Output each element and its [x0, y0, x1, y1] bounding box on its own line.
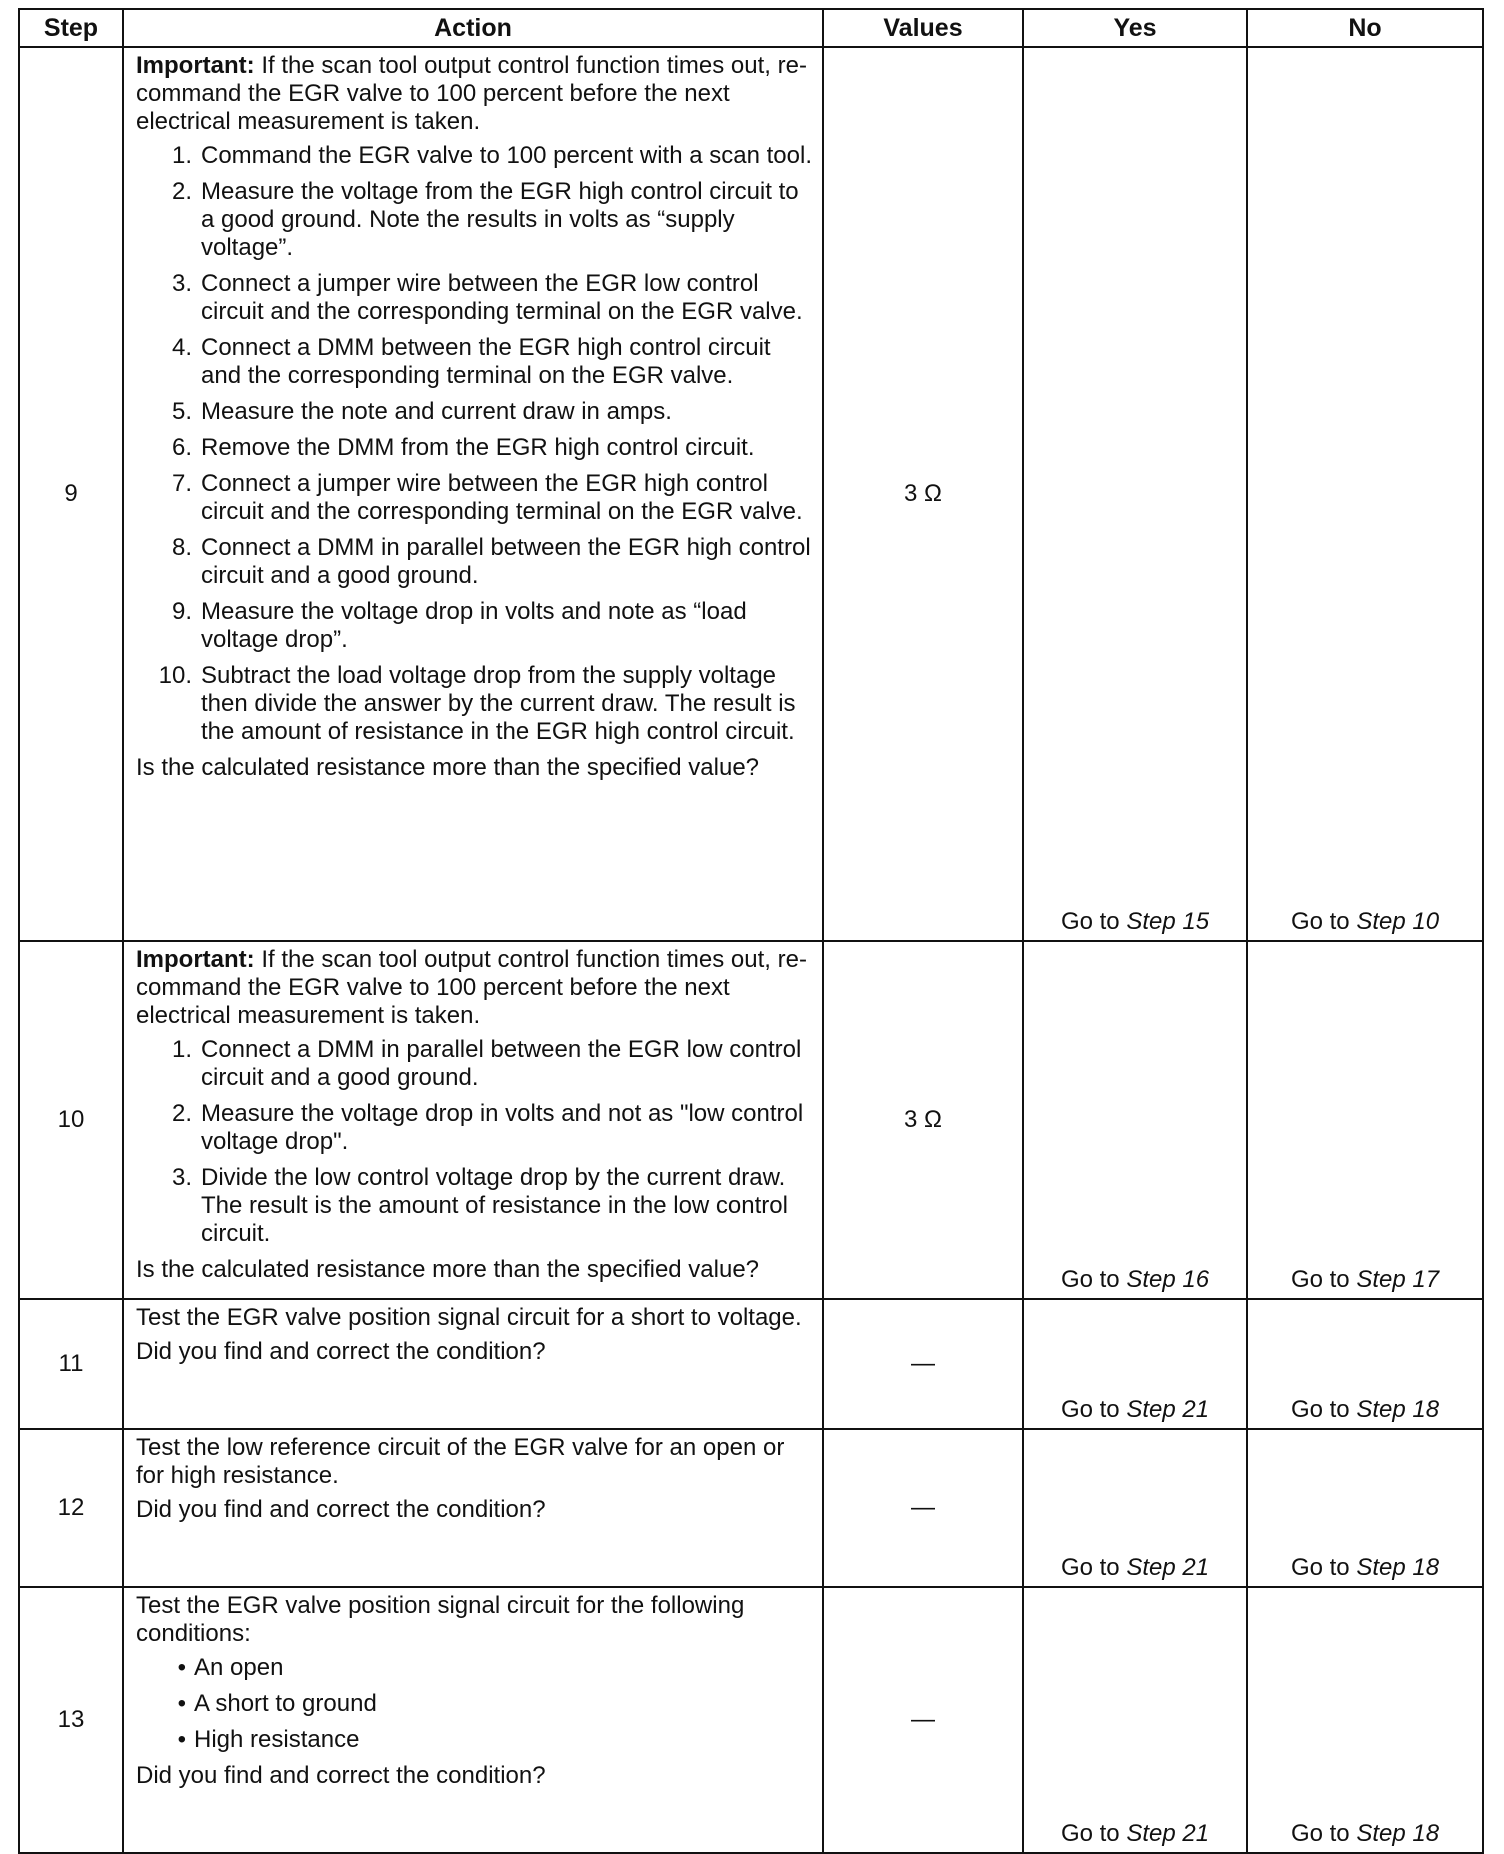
- no-step-link[interactable]: Step 18: [1356, 1554, 1440, 1581]
- question-text: Did you find and correct the condition?: [136, 1338, 546, 1365]
- list-item: 4. Connect a DMM between the EGR high control circuit and the corresponding terminal on the EGR valve.: [171, 334, 771, 389]
- list-item: 1. Connect a DMM in parallel between the EGR low control circuit and a good ground.: [171, 1036, 802, 1091]
- step-number: 9: [19, 47, 123, 941]
- no-cell: Go to Step 18: [1247, 1429, 1483, 1587]
- procedure-list: [136, 142, 812, 746]
- yes-step-link[interactable]: Step 21: [1126, 1396, 1210, 1423]
- important-label: Important:: [136, 946, 255, 973]
- list-item: 5. Measure the note and current draw in amps.: [171, 398, 672, 425]
- yes-cell: Go to Step 16: [1023, 941, 1247, 1299]
- yes-step-link[interactable]: Step 21: [1126, 1554, 1210, 1581]
- action-cell: [123, 941, 823, 1299]
- yes-cell: Go to Step 21: [1023, 1587, 1247, 1853]
- question-text: Did you find and correct the condition?: [136, 1496, 546, 1523]
- important-note: [136, 946, 812, 1030]
- header-action: Action: [123, 9, 823, 47]
- step-number: 10: [19, 941, 123, 1299]
- header-step: Step: [19, 9, 123, 47]
- no-step-link[interactable]: Step 18: [1356, 1396, 1440, 1423]
- no-step-link[interactable]: Step 17: [1356, 1266, 1440, 1293]
- yes-step-link[interactable]: Step 21: [1126, 1820, 1210, 1847]
- action-cell: [123, 1299, 823, 1429]
- value-cell: —: [823, 1429, 1023, 1587]
- header-no: No: [1247, 9, 1483, 47]
- important-label: Important:: [136, 52, 255, 79]
- step-number: 11: [19, 1299, 123, 1429]
- no-step-link[interactable]: Step 10: [1356, 908, 1440, 935]
- no-cell: Go to Step 17: [1247, 941, 1483, 1299]
- action-cell: [123, 1429, 823, 1587]
- header-yes: Yes: [1023, 9, 1247, 47]
- action-text: Test the EGR valve position signal circuit for the following conditions:: [136, 1592, 745, 1647]
- list-item: 10. Subtract the load voltage drop from the supply voltage then divide the answer by the current draw. The result is the amount of resistance in the EGR high control circuit.: [158, 662, 796, 745]
- yes-step-link[interactable]: Step 15: [1126, 908, 1210, 935]
- important-note: [136, 52, 812, 136]
- procedure-list: [136, 1036, 812, 1248]
- condition-list: [136, 1654, 812, 1754]
- question-text: Is the calculated resistance more than the specified value?: [136, 1256, 760, 1283]
- question-text: Did you find and correct the condition?: [136, 1762, 546, 1789]
- list-item: 9. Measure the voltage drop in volts and note as “load voltage drop”.: [171, 598, 747, 653]
- important-text: If the scan tool output control function times out, re-command the EGR valve to 100 percent before the next electrical measurement is taken.: [136, 946, 807, 1029]
- value-cell: 3 Ω: [823, 47, 1023, 941]
- list-item: 3. Divide the low control voltage drop by the current draw. The result is the amount of resistance in the low control circuit.: [171, 1164, 788, 1247]
- list-item: 2. Measure the voltage drop in volts and not as "low control voltage drop".: [171, 1100, 804, 1155]
- value-cell: 3 Ω: [823, 941, 1023, 1299]
- yes-cell: Go to Step 21: [1023, 1299, 1247, 1429]
- list-item: 3. Connect a jumper wire between the EGR low control circuit and the corresponding terminal on the EGR valve.: [171, 270, 803, 325]
- list-item: 2. Measure the voltage from the EGR high control circuit to a good ground. Note the results in volts as “supply voltage”.: [171, 178, 799, 261]
- table-row-step-12: [19, 1429, 1483, 1587]
- list-item: 8. Connect a DMM in parallel between the EGR high control circuit and a good ground.: [171, 534, 811, 589]
- question-text: Is the calculated resistance more than the specified value?: [136, 754, 760, 781]
- no-cell: Go to Step 18: [1247, 1299, 1483, 1429]
- important-text: If the scan tool output control function times out, re-command the EGR valve to 100 percent before the next electrical measurement is taken.: [136, 52, 807, 135]
- yes-cell: Go to Step 15: [1023, 47, 1247, 941]
- no-cell: Go to Step 18: [1247, 1587, 1483, 1853]
- no-step-link[interactable]: Step 18: [1356, 1820, 1440, 1847]
- list-item: • High resistance: [177, 1726, 360, 1753]
- yes-step-link[interactable]: Step 16: [1126, 1266, 1210, 1293]
- header-row: [19, 9, 1483, 47]
- value-cell: —: [823, 1299, 1023, 1429]
- value-cell: —: [823, 1587, 1023, 1853]
- no-cell: Go to Step 10: [1247, 47, 1483, 941]
- list-item: • An open: [177, 1654, 284, 1681]
- list-item: • A short to ground: [177, 1690, 377, 1717]
- table-row-step-9: [19, 47, 1483, 941]
- diagnostic-table: [18, 8, 1484, 1854]
- yes-cell: Go to Step 21: [1023, 1429, 1247, 1587]
- table-row-step-13: [19, 1587, 1483, 1853]
- header-values: Values: [823, 9, 1023, 47]
- action-text: Test the EGR valve position signal circuit for a short to voltage.: [136, 1304, 802, 1331]
- list-item: 7. Connect a jumper wire between the EGR high control circuit and the corresponding terminal on the EGR valve.: [171, 470, 803, 525]
- table-row-step-10: [19, 941, 1483, 1299]
- action-cell: [123, 47, 823, 941]
- action-cell: [123, 1587, 823, 1853]
- step-number: 12: [19, 1429, 123, 1587]
- step-number: 13: [19, 1587, 123, 1853]
- action-text: Test the low reference circuit of the EGR valve for an open or for high resistance.: [136, 1434, 785, 1489]
- list-item: 1. Command the EGR valve to 100 percent with a scan tool.: [171, 142, 812, 169]
- table-row-step-11: [19, 1299, 1483, 1429]
- list-item: 6. Remove the DMM from the EGR high control circuit.: [171, 434, 755, 461]
